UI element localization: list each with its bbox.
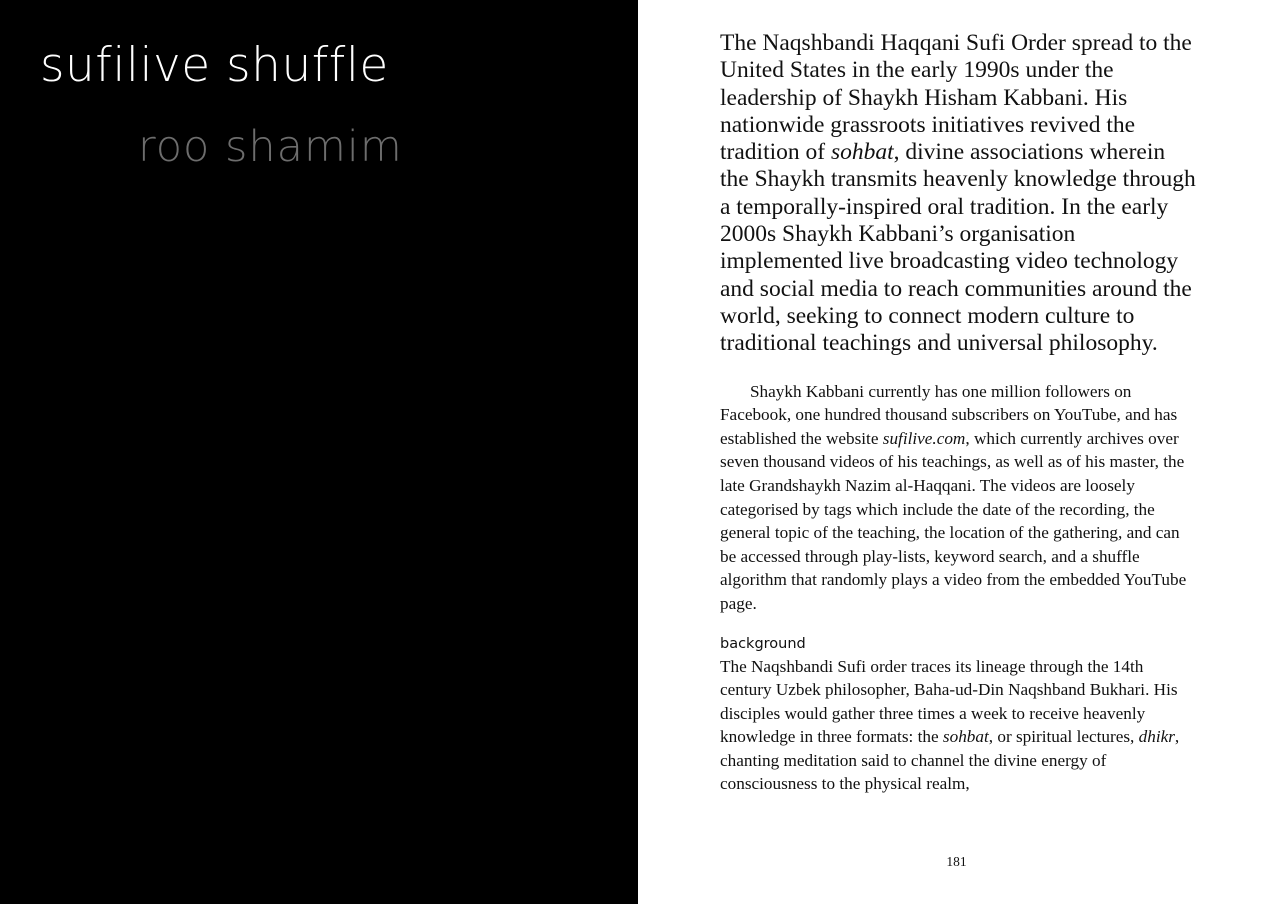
lede-part-1: The Naqshbandi Haqqani Sufi Order spread to the United States in the early 1990s under the leadership of Shaykh Hisham Kabbani. His nationwide grassroots initiatives revived the tradition of (720, 30, 1192, 166)
para2-part-2: , which currently archives over seven thousand videos of his teachings, as well as of his master, the late Grandshaykh Nazim al-Haqqani. The videos are loosely categorised by tags which include the date of the recording, the general topic of the teaching, the location of the gathering, and can be accessed through play-lists, keyword search, and a shuffle algorithm that randomly plays a video from the embedded YouTube page. (720, 428, 1187, 613)
page-title: sufilive shuffle (40, 38, 389, 93)
section-heading-background: background (720, 635, 806, 652)
para2-italic-sufilive: sufilive.com (882, 428, 966, 448)
text-panel (638, 0, 1275, 904)
article-column (720, 30, 1198, 814)
body-paragraph-2 (720, 655, 1198, 797)
para2-part-1: Shaykh Kabbani currently has one million followers on Facebook, one hundred thousand subscribers on YouTube, and has established the website (720, 381, 1178, 448)
para3-part-1: The Naqshbandi Sufi order traces its lineage through the 14th century Uzbek philosopher, Baha-ud-Din Naqshband Bukhari. His disciples would gather three times a week to receive heavenly knowledge in three formats: the (720, 656, 1178, 747)
para3-part-3: , chanting meditation said to channel the divine energy of consciousness to the physical realm, (720, 727, 1180, 794)
lede-part-2: , divine associations wherein the Shaykh transmits heavenly knowledge through a temporally-inspired oral tradition. In the early 2000s Shaykh Kabbani’s organisation implemented live broadcasting video technology and social media to reach communities around the world, seeking to connect modern culture to traditional teachings and universal philosophy. (720, 139, 1196, 357)
para3-italic-sohbat: sohbat (942, 727, 989, 747)
lede-italic-sohbat: sohbat (830, 139, 894, 166)
para3-part-2: , or spiritual lectures, (988, 727, 1139, 747)
author-name: roo shamim (138, 122, 403, 172)
page-number: 181 (946, 854, 967, 869)
lede-paragraph (720, 30, 1198, 358)
para3-italic-dhikr: dhikr (1138, 727, 1175, 747)
body-paragraph-1 (720, 380, 1198, 616)
